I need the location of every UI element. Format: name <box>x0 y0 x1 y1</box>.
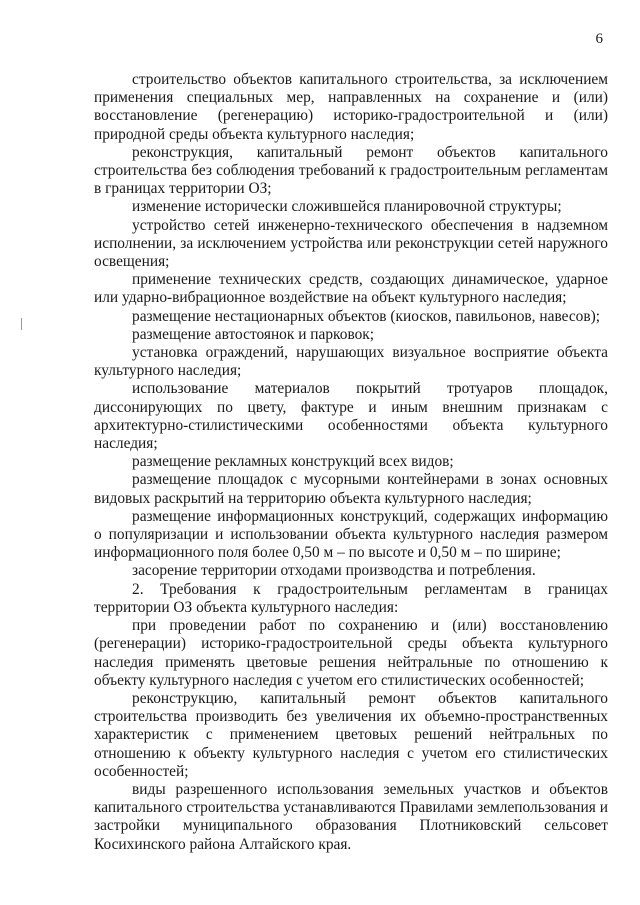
section-heading: 2. Требования к градостроительным регламентам в границах территории ОЗ объекта культурного наследия: <box>94 580 608 616</box>
paragraph: реконструкция, капитальный ремонт объектов капитального строительства без соблюдения требований к градостроительным регламентам в границах территории ОЗ; <box>94 143 608 198</box>
paragraph: размещение рекламных конструкций всех видов; <box>132 453 454 471</box>
paragraph: засорение территории отходами производства и потребления. <box>132 562 536 580</box>
paragraph: применение технических средств, создающих динамическое, ударное или ударно-вибрационное воздействие на объект культурного наследия; <box>94 271 608 307</box>
document-body <box>94 71 608 854</box>
paragraph: устройство сетей инженерно-технического обеспечения в надземном исполнении, за исключением устройства или реконструкции сетей наружного освещения; <box>94 216 608 271</box>
paragraph: реконструкцию, капитальный ремонт объектов капитального строительства производить без увеличения их объемно-пространственных характеристик с применением цветовых решений нейтральных по отношению к объекту культурного наследия с учетом его стилистических особенностей; <box>94 689 608 780</box>
paragraph: использование материалов покрытий тротуаров площадок, диссонирующих по цвету, фактуре и иным внешним признакам с архитектурно-стилистическими особенностями объекта культурного наследия; <box>94 380 608 453</box>
paragraph: размещение площадок с мусорными контейнерами в зонах основных видовых раскрытий на территорию объекта культурного наследия; <box>94 471 608 507</box>
paragraph: строительство объектов капитального строительства, за исключением применения специальных мер, направленных на сохранение и (или) восстановление (регенерацию) историко-градостроительной и (или) природной среды объекта культурного наследия; <box>94 71 608 143</box>
paragraph: размещение информационных конструкций, содержащих информацию о популяризации и использовании объекта культурного наследия размером информационного поля более 0,50 м – по высоте и 0,50 м – по ширине; <box>94 507 608 562</box>
paragraph: виды разрешенного использования земельных участков и объектов капитального строительства устанавливаются Правилами землепользования и застройки муниципального образования Плотниковский сельсовет Косихинского района Алтайского края. <box>94 780 608 853</box>
paragraph: изменение исторически сложившейся планировочной структуры; <box>132 198 562 216</box>
paragraph: установка ограждений, нарушающих визуальное восприятие объекта культурного наследия; <box>94 344 608 380</box>
page-number: 6 <box>595 31 603 47</box>
paragraph: при проведении работ по сохранению и (или) восстановлению (регенерации) историко-градостроительной среды объекта культурного наследия применять цветовые решения нейтральные по отношению к объекту культурного наследия с учетом его стилистических особенностей; <box>94 617 608 689</box>
paragraph: размещение нестационарных объектов (киосков, павильонов, навесов); <box>132 307 601 325</box>
scan-edge-mark <box>21 318 22 330</box>
paragraph: размещение автостоянок и парковок; <box>132 325 375 343</box>
